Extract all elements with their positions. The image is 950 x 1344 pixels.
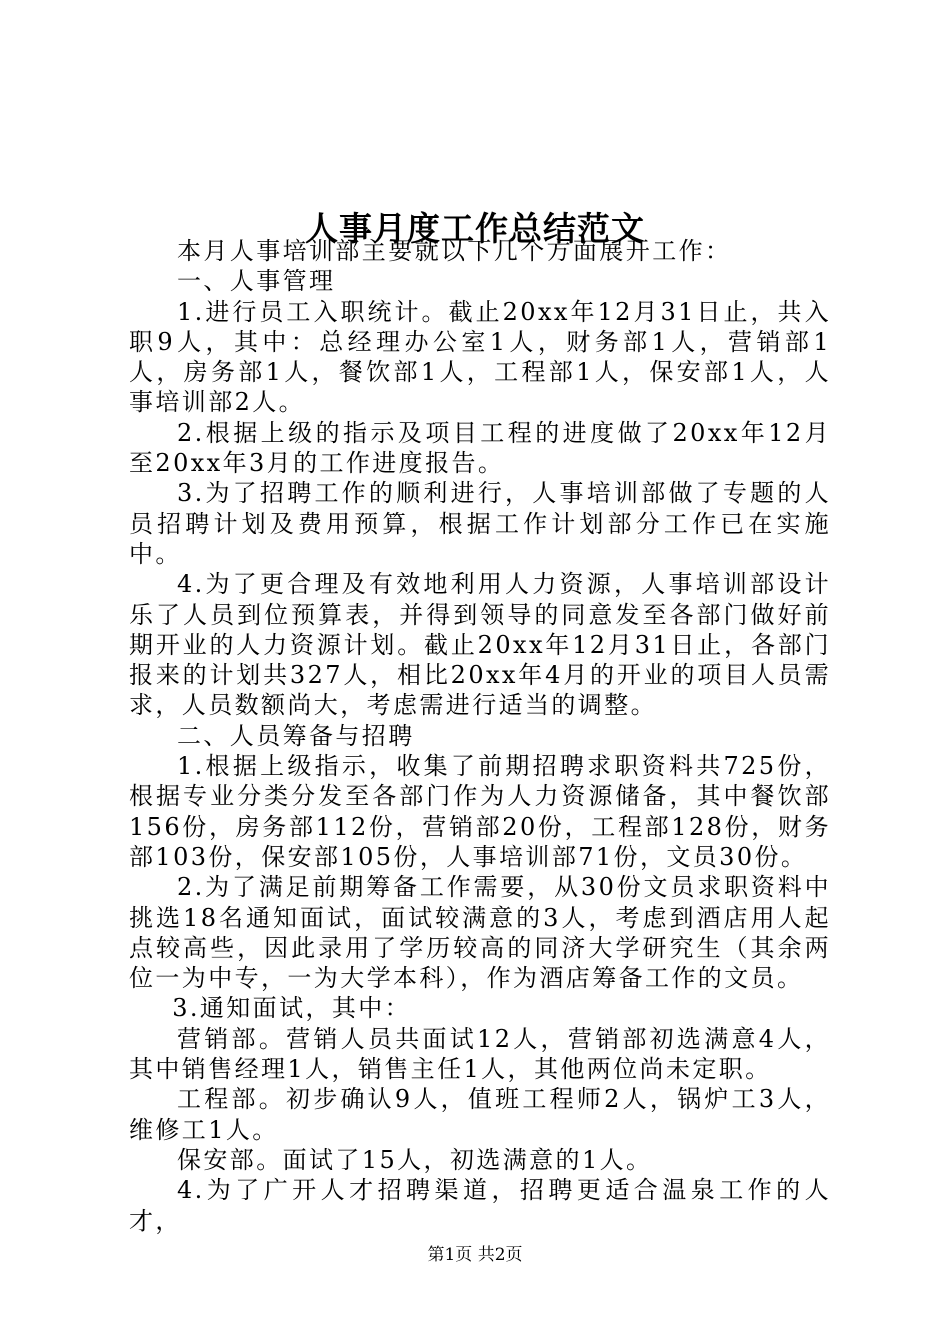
section-heading-personnel-management: 一、人事管理	[177, 267, 336, 296]
document-body	[129, 236, 831, 1236]
paragraph-sales-dept: 营销部。营销人员共面试12人，营销部初选满意4人，其中销售经理1人，销售主任1人，其他两位尚未定职。	[129, 1024, 831, 1084]
paragraph-engineering-dept: 工程部。初步确认9人，值班工程师2人，锅炉工3人，维修工1人。	[129, 1085, 831, 1144]
paragraph-recruit-2: 2.为了满足前期筹备工作需要，从30份文员求职资料中挑选18名通知面试，面试较满意的3人，考虑到酒店用人起点较高些，因此录用了学历较高的同济大学研究生（其余两位一为中专，一为大学本科），作为酒店筹备工作的文员。	[129, 873, 831, 993]
paragraph-item-1: 1.进行员工入职统计。截止20xx年12月31日止，共入职9人，其中：总经理办公室1人，财务部1人，营销部1人，房务部1人，餐饮部1人，工程部1人，保安部1人，人事培训部2人。	[129, 297, 831, 417]
paragraph-recruit-4: 4.为了广开人才招聘渠道，招聘更适合温泉工作的人才，	[129, 1176, 831, 1235]
paragraph-intro: 本月人事培训部主要就以下几个方面展开工作：	[177, 237, 732, 265]
paragraph-recruit-3: 3.通知面试，其中：	[172, 994, 412, 1023]
document-title: 人事月度工作总结范文	[305, 209, 645, 249]
paragraph-security-dept: 保安部。面试了15人，初选满意的1人。	[177, 1145, 653, 1174]
paragraph-item-3: 3.为了招聘工作的顺利进行，人事培训部做了专题的人员招聘计划及费用预算，根据工作计划部分工作已在实施中。	[129, 479, 831, 568]
paragraph-item-4: 4.为了更合理及有效地利用人力资源，人事培训部设计乐了人员到位预算表，并得到领导的同意发至各部门做好前期开业的人力资源计划。截止20xx年12月31日止，各部门报来的计划共327人，相比20xx年4月的开业的项目人员需求，人员数额尚大，考虑需进行适当的调整。	[129, 570, 831, 720]
paragraph-recruit-1: 1.根据上级指示，收集了前期招聘求职资料共725份，根据专业分类分发至各部门作为人力资源储备，其中餐饮部156份，房务部112份，营销部20份，工程部128份，财务部103份，保安部105份，人事培训部71份，文员30份。	[129, 752, 831, 871]
paragraph-item-2: 2.根据上级的指示及项目工程的进度做了20xx年12月至20xx年3月的工作进度报告。	[129, 418, 831, 478]
section-heading-recruitment: 二、人员筹备与招聘	[177, 721, 415, 750]
page-footer: 第1页 共2页	[427, 1245, 523, 1265]
